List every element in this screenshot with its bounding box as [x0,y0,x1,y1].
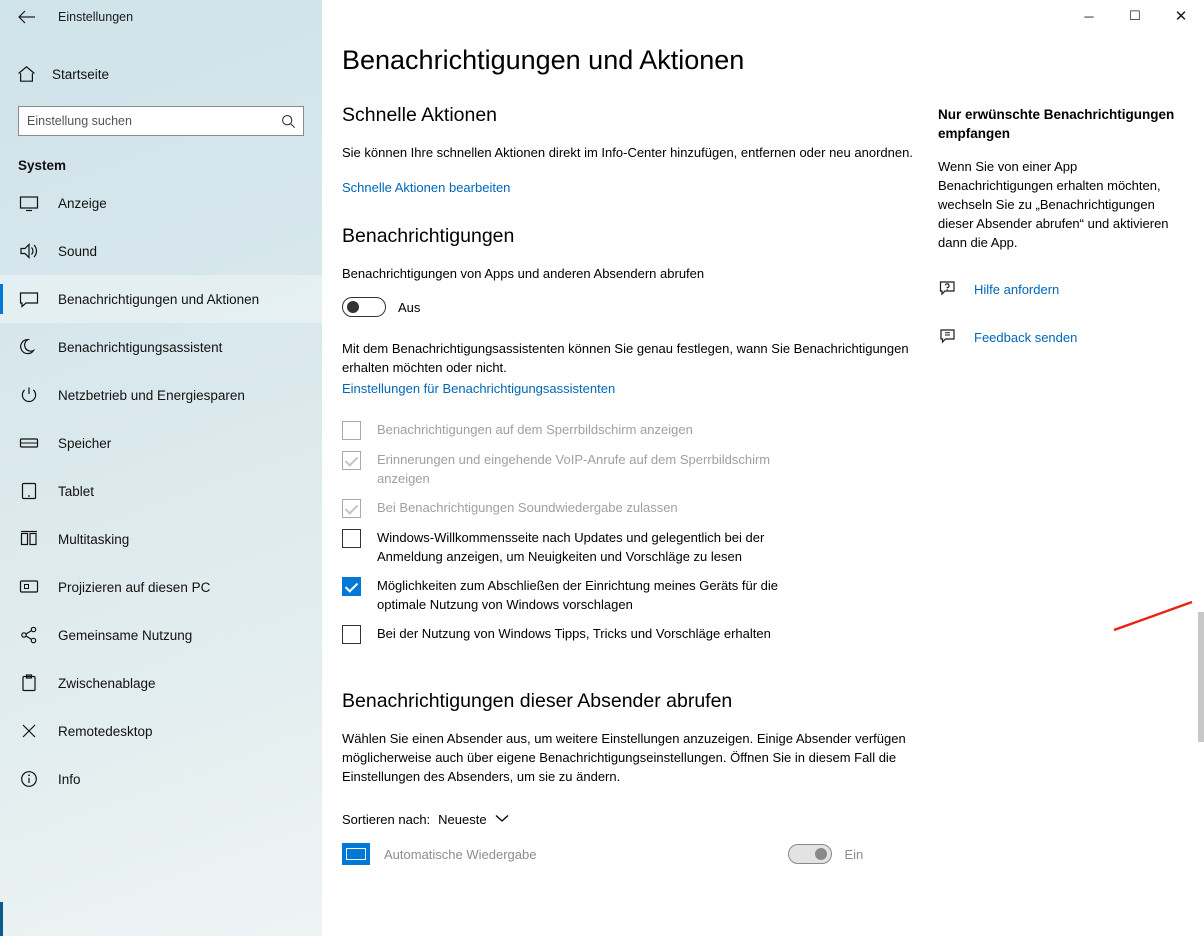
sidebar-item-label: Sound [58,243,98,259]
monitor-icon [18,192,40,214]
notifications-toggle-label: Benachrichtigungen von Apps und anderen Absendern abrufen [342,266,705,282]
scrollbar[interactable] [1198,32,1204,936]
sidebar-item-label: Benachrichtigungsassistent [58,339,223,355]
sidebar-item-speicher[interactable] [0,419,322,467]
sender-toggle-state: Ein [844,846,864,862]
notification-checkbox-list [342,420,922,644]
autoplay-icon [342,843,370,865]
checkbox-label: Bei Benachrichtigungen Soundwiedergabe zulassen [377,500,678,516]
checkbox-row-lockscreen-voip[interactable] [342,450,922,488]
checkbox[interactable] [342,529,361,548]
project-screen-icon [18,576,40,598]
senders-heading: Benachrichtigungen dieser Absender abrufen [342,690,733,713]
sidebar-item-label: Tablet [58,483,95,499]
assistant-hint-text: Mit dem Benachrichtigungsassistenten können Sie genau festlegen, wann Sie Benachrichtigungen erhalten möchten oder nicht. [342,341,909,376]
sidebar-item-benachrichtigungen-und-aktionen[interactable] [0,275,322,323]
window-title: Einstellungen [58,10,134,24]
checkbox[interactable] [342,421,361,440]
feedback-icon [938,326,960,348]
storage-icon [18,432,40,454]
related-settings-rail [938,105,1188,348]
quick-actions-heading: Schnelle Aktionen [342,104,498,127]
sort-control[interactable] [342,812,922,827]
sort-value: Neueste [438,812,487,828]
checkbox[interactable] [342,499,361,518]
quick-actions-description: Sie können Ihre schnellen Aktionen direkt im Info-Center hinzufügen, entfernen oder neu anordnen. [342,145,913,161]
speaker-icon [18,240,40,262]
checkbox-label: Bei der Nutzung von Windows Tipps, Tricks und Vorschläge erhalten [377,626,771,642]
settings-content [342,44,922,865]
checkbox-label: Möglichkeiten zum Abschließen der Einrichtung meines Geräts für die optimale Nutzung von Windows vorschlagen [377,578,779,613]
sidebar-group-label: System [18,158,67,173]
rail-heading: Nur erwünschte Benachrichtigungen empfangen [938,107,1175,141]
share-icon [18,624,40,646]
scrollbar-thumb[interactable] [1198,612,1204,742]
sidebar-item-label: Info [58,771,81,787]
maximize-button[interactable]: ☐ [1129,8,1141,23]
sender-toggle[interactable] [788,844,832,864]
minimize-button[interactable]: ─ [1084,8,1094,24]
sidebar [0,0,322,936]
tablet-icon [18,480,40,502]
checkbox-label: Erinnerungen und eingehende VoIP-Anrufe auf dem Sperrbildschirm anzeigen [377,452,771,487]
window-controls [1066,0,1204,32]
power-icon [18,384,40,406]
checkbox-row-welcome-experience[interactable] [342,528,922,566]
sender-toggle-wrap [788,844,863,864]
search-icon[interactable] [273,107,303,135]
sidebar-item-projizieren-auf-diesen-pc[interactable] [0,563,322,611]
checkbox-label: Benachrichtigungen auf dem Sperrbildschirm anzeigen [377,422,693,438]
toggle-knob [815,848,827,860]
sidebar-item-label: Netzbetrieb und Energiesparen [58,387,245,403]
toggle-knob [347,301,359,313]
sidebar-item-netzbetrieb-und-energiesparen[interactable] [0,371,322,419]
sidebar-item-anzeige[interactable] [0,179,322,227]
sort-label: Sortieren nach: [342,812,431,828]
notifications-heading: Benachrichtigungen [342,225,515,248]
sidebar-nav [0,179,322,803]
assistant-settings-link[interactable]: Einstellungen für Benachrichtigungsassistenten [342,381,616,397]
remote-desktop-icon [18,720,40,742]
checkbox[interactable] [342,451,361,470]
edit-quick-actions-link[interactable]: Schnelle Aktionen bearbeiten [342,180,511,196]
get-help-link[interactable]: Hilfe anfordern [974,281,1060,297]
sidebar-item-label: Remotedesktop [58,723,153,739]
notifications-toggle[interactable] [342,297,386,317]
sidebar-item-sound[interactable] [0,227,322,275]
chat-bubble-icon [18,288,40,310]
checkbox[interactable] [342,625,361,644]
sidebar-item-label: Speicher [58,435,112,451]
clipboard-icon [18,672,40,694]
checkbox[interactable] [342,577,361,596]
home-icon [16,64,36,84]
sidebar-accent-bar [0,902,3,936]
sidebar-item-label: Anzeige [58,195,107,211]
sidebar-item-benachrichtigungsassistent[interactable] [0,323,322,371]
sender-name: Automatische Wiedergabe [384,846,537,862]
sidebar-item-tablet[interactable] [0,467,322,515]
chevron-down-icon[interactable] [495,814,509,826]
multitasking-icon [18,528,40,550]
send-feedback-link[interactable]: Feedback senden [974,329,1078,345]
sidebar-item-label: Multitasking [58,531,130,547]
help-icon [938,278,960,300]
checkbox-row-setup-suggestions[interactable] [342,576,922,614]
back-arrow-icon[interactable] [14,4,40,30]
red-arrow-annotation [1112,596,1202,636]
checkbox-row-notification-sound[interactable] [342,498,922,518]
sidebar-item-label: Projizieren auf diesen PC [58,579,211,595]
checkbox-row-tips-tricks[interactable] [342,624,922,644]
get-help-row[interactable] [938,278,1188,300]
search-box[interactable] [18,106,304,136]
sender-list-item[interactable] [342,843,922,865]
sidebar-home-label: Startseite [52,66,110,82]
sidebar-item-remotedesktop[interactable] [0,707,322,755]
sidebar-item-multitasking[interactable] [0,515,322,563]
checkbox-label: Windows-Willkommensseite nach Updates und gelegentlich bei der Anmeldung anzeigen, um Neuigkeiten und Vorschläge zu lesen [377,530,765,565]
rail-body: Wenn Sie von einer App Benachrichtigungen erhalten möchten, wechseln Sie zu „Benachrichtigungen dieser Absender abrufen“ und aktivieren dann die App. [938,159,1169,250]
checkbox-row-lockscreen-notifications[interactable] [342,420,922,440]
search-input[interactable] [19,107,273,135]
page-title: Benachrichtigungen und Aktionen [342,45,745,75]
notifications-toggle-row [342,297,922,317]
senders-description: Wählen Sie einen Absender aus, um weitere Einstellungen anzuzeigen. Einige Absender verfügen möglicherweise auch über eigene Benachrichtigungseinstellungen. Öffnen Sie in diesem Fall die Einstellungen des Absenders, um sie zu ändern. [342,731,906,785]
assistant-hint [342,339,922,398]
sidebar-item-gemeinsame-nutzung[interactable] [0,611,322,659]
sidebar-item-label: Gemeinsame Nutzung [58,627,193,643]
notifications-toggle-state: Aus [398,299,421,315]
sidebar-item-info[interactable] [0,755,322,803]
send-feedback-row[interactable] [938,326,1188,348]
sidebar-item-label: Zwischenablage [58,675,156,691]
info-icon [18,768,40,790]
sidebar-item-home[interactable] [0,56,322,92]
moon-icon [18,336,40,358]
titlebar-left [0,0,322,34]
main-panel [322,0,1204,936]
sidebar-item-zwischenablage[interactable] [0,659,322,707]
close-button[interactable]: ✕ [1174,8,1188,25]
sidebar-item-label: Benachrichtigungen und Aktionen [58,291,260,307]
